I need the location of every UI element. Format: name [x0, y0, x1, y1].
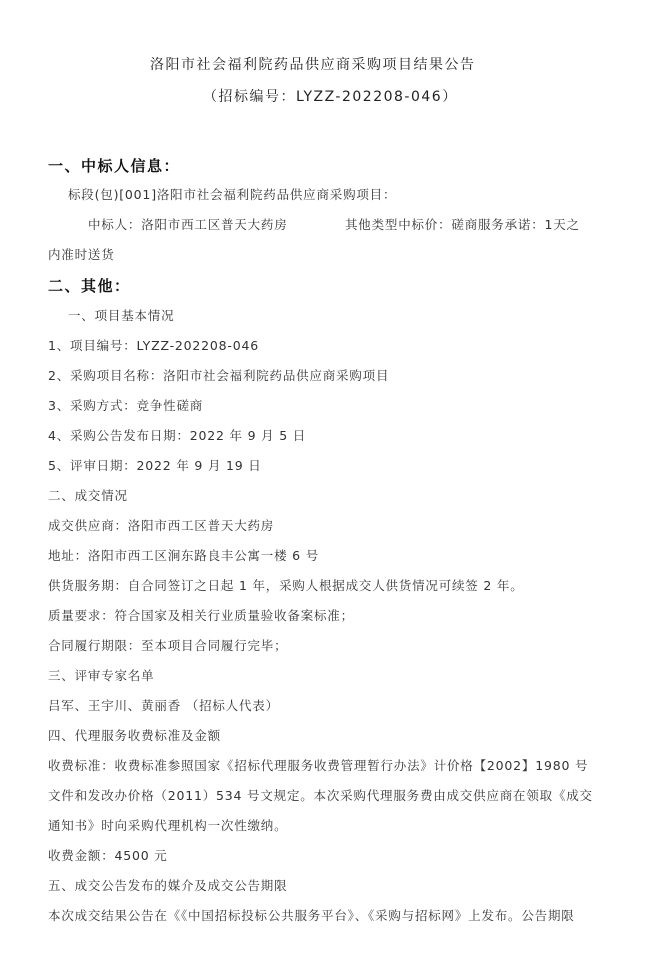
subsection-media: 五、成交公告发布的媒介及成交公告期限 [48, 878, 288, 893]
expert-list: 吕军、王宇川、黄丽香 （招标人代表） [48, 698, 279, 713]
lot-description: 标段(包)[001]洛阳市社会福利院药品供应商采购项目： [68, 187, 397, 202]
subsection-basic-info: 一、项目基本情况 [68, 308, 175, 323]
announcement-date: 4、采购公告发布日期：2022 年 9 月 5 日 [48, 428, 307, 443]
fee-standard-line-1: 收费标准：收费标准参照国家《招标代理服务收费管理暂行办法》计价格【2002】1980 号 [48, 758, 589, 773]
winner-name: 中标人：洛阳市西工区普天大药房 [88, 217, 288, 232]
section-heading-winner: 一、中标人信息： [48, 157, 181, 175]
supplier-address: 地址：洛阳市西工区涧东路良丰公寓一楼 6 号 [48, 548, 320, 563]
winning-price: 其他类型中标价：磋商服务承诺：1天之 [345, 217, 580, 232]
review-date: 5、评审日期：2022 年 9 月 19 日 [48, 458, 262, 473]
subsection-experts: 三、评审专家名单 [48, 668, 155, 683]
procurement-method: 3、采购方式：竞争性磋商 [48, 398, 204, 413]
fee-standard-line-3: 通知书》时向采购代理机构一次性缴纳。 [48, 818, 288, 833]
quality-requirement: 质量要求：符合国家及相关行业质量验收备案标准； [48, 608, 354, 623]
media-line: 本次成交结果公告在《《中国招标投标公共服务平台》、《采购与招标网》上发布。公告期限 [48, 908, 575, 923]
subsection-fees: 四、代理服务收费标准及金额 [48, 728, 221, 743]
winning-price-continued: 内准时送货 [48, 247, 115, 262]
fee-standard-line-2: 文件和发改办价格（2011）534 号文规定。本次采购代理服务费由成交供应商在领取《成交 [48, 788, 593, 803]
document-title: 洛阳市社会福利院药品供应商采购项目结果公告 [150, 57, 476, 73]
project-number: 1、项目编号：LYZZ-202208-046 [48, 338, 259, 353]
project-name: 2、采购项目名称：洛阳市社会福利院药品供应商采购项目 [48, 368, 390, 383]
fee-amount: 收费金额：4500 元 [48, 848, 168, 863]
service-period: 供货服务期：自合同签订之日起 1 年，采购人根据成交人供货情况可续签 2 年。 [48, 578, 524, 593]
subsection-deal: 二、成交情况 [48, 488, 128, 503]
tender-number: （招标编号：LYZZ-202208-046） [203, 89, 458, 105]
deal-supplier: 成交供应商：洛阳市西工区普天大药房 [48, 518, 275, 533]
section-heading-other: 二、其他： [48, 277, 131, 295]
contract-period: 合同履行期限：至本项目合同履行完毕； [48, 638, 288, 653]
